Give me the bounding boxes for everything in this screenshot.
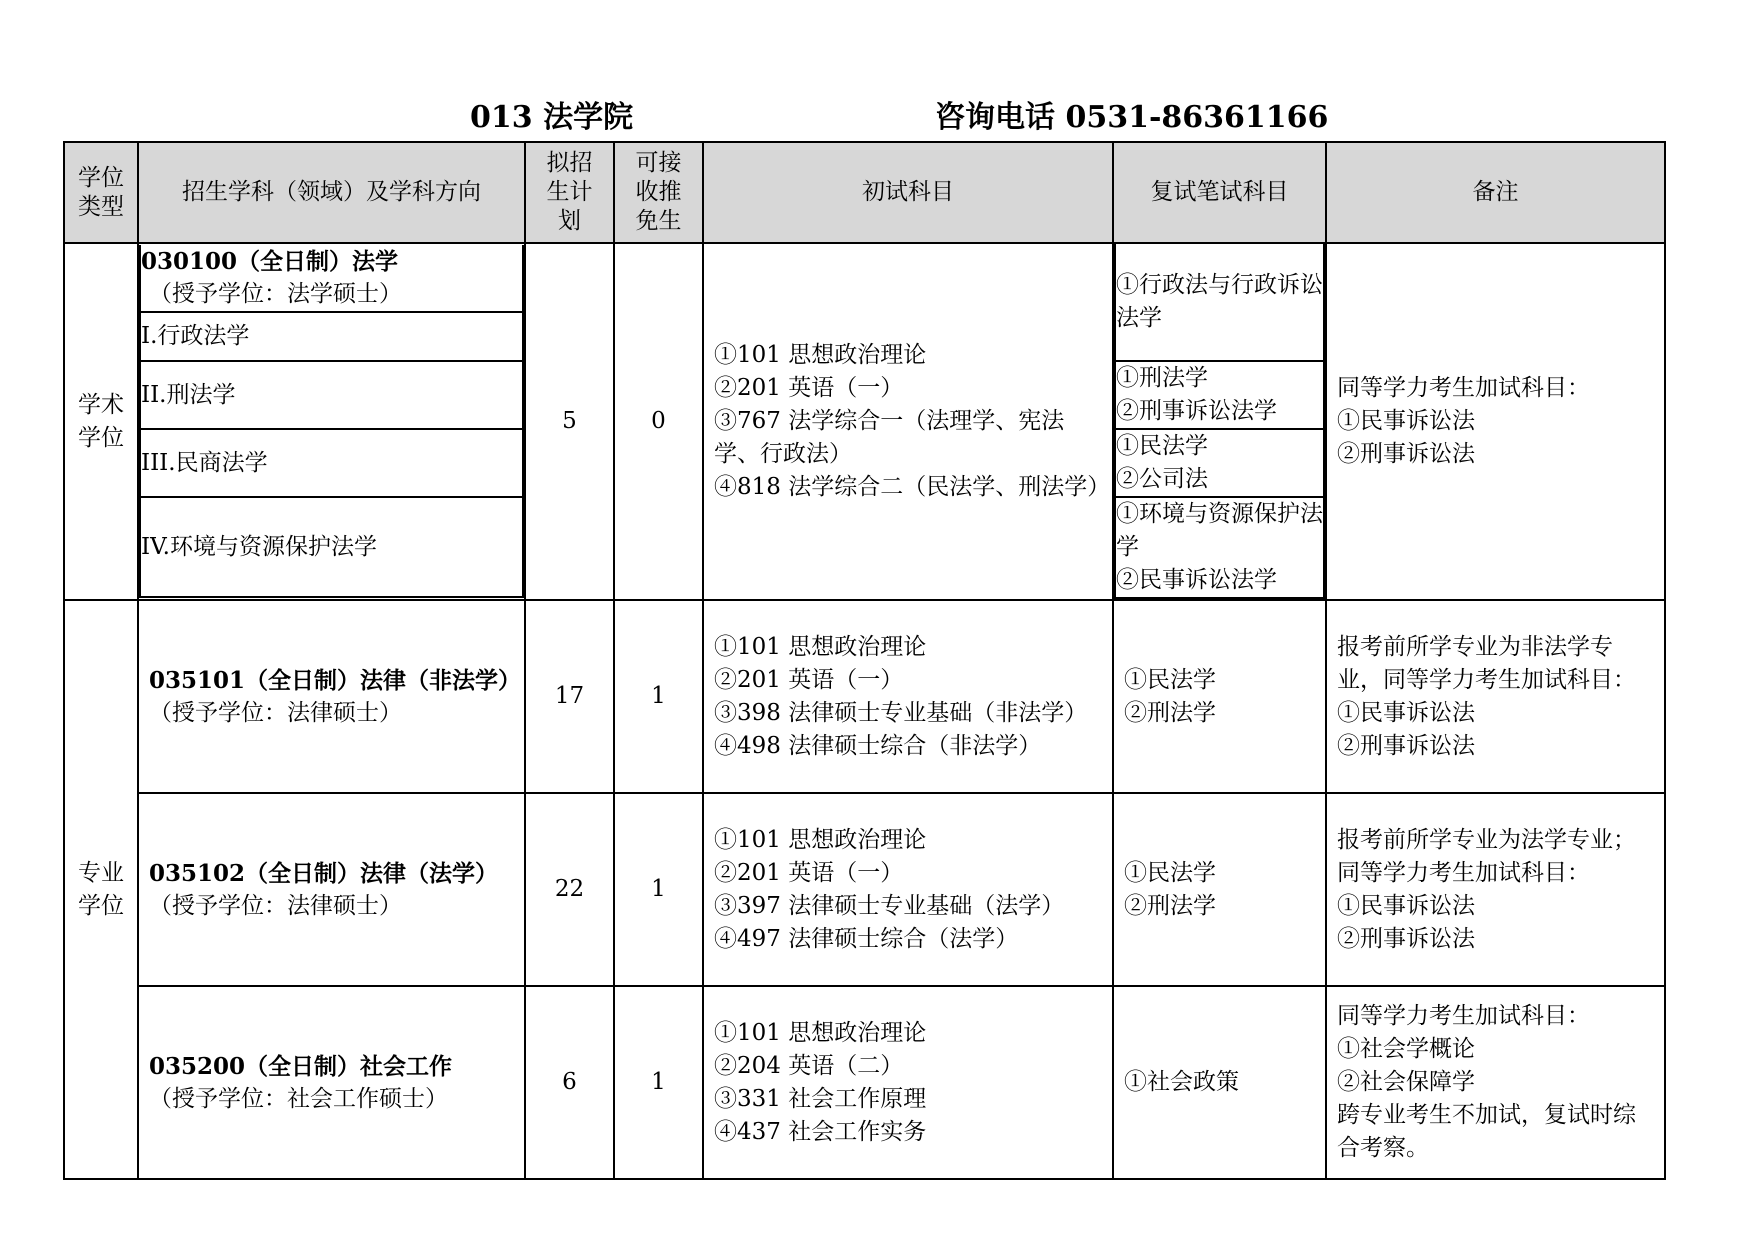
notes-cell: 报考前所学专业为非法学专业，同等学力考生加试科目： ①民事诉讼法 ②刑事诉讼法 [1326,600,1665,793]
table-row [64,793,1665,986]
plan-count: 5 [525,243,614,600]
department-title: 013 法学院 [470,100,634,135]
direction-item: II.刑法学 [140,361,523,429]
subject-name: 030100（全日制）法学 [141,248,399,275]
retest-list: ①民法学 ②刑法学 [1113,793,1326,986]
retest-cell-academic [1113,243,1326,600]
direction-item: III.民商法学 [140,429,523,497]
col-initial-exam: 初试科目 [703,142,1113,243]
table-header-row [64,142,1665,243]
direction-item: I.行政法学 [140,312,523,361]
degree-name: （授予学位：法律硕士） [149,699,402,726]
retest-item: ①民法学 ②公司法 [1115,429,1324,497]
retest-list: ①社会政策 [1113,986,1326,1179]
plan-count: 17 [525,600,614,793]
exempt-count: 0 [614,243,703,600]
col-notes: 备注 [1326,142,1665,243]
degree-name: （授予学位：社会工作硕士） [149,1085,448,1112]
subject-name: 035200（全日制）社会工作 [149,1052,453,1080]
degree-name: （授予学位：法学硕士） [149,281,402,307]
retest-item: ①环境与资源保护法学 ②民事诉讼法学 [1115,497,1324,598]
plan-count: 6 [525,986,614,1179]
admission-table [63,141,1666,1180]
table-row [64,600,1665,793]
initial-exam-list: ①101 思想政治理论 ②204 英语（二） ③331 社会工作原理 ④437 社会工作实务 [703,986,1113,1179]
subject-direction-list [139,245,524,598]
plan-count: 22 [525,793,614,986]
subject-name: 035101（全日制）法律（非法学） [149,666,522,694]
table-row [64,243,1665,600]
initial-exam-list: ①101 思想政治理论 ②201 英语（一） ③398 法律硕士专业基础（非法学） ④498 法律硕士综合（非法学） [703,600,1113,793]
initial-exam-list: ①101 思想政治理论 ②201 英语（一） ③397 法律硕士专业基础（法学） ④497 法律硕士综合（法学） [703,793,1113,986]
direction-item: IV.环境与资源保护法学 [140,497,523,597]
col-plan: 拟招 生计 划 [525,142,614,243]
consult-phone: 咨询电话 0531-86361166 [935,100,1329,135]
subject-cell-academic [138,243,525,600]
degree-name: （授予学位：法律硕士） [149,892,402,919]
degree-type-professional: 专业 学位 [64,600,138,1179]
retest-list: ①民法学 ②刑法学 [1113,600,1326,793]
subject-name: 035102（全日制）法律（法学） [149,859,499,887]
retest-item: ①行政法与行政诉讼法学 [1115,244,1324,361]
col-degree-type: 学位 类型 [64,142,138,243]
col-exempt: 可接 收推 免生 [614,142,703,243]
notes-cell: 报考前所学专业为法学专业；同等学力考生加试科目： ①民事诉讼法 ②刑事诉讼法 [1326,793,1665,986]
subject-cell [138,986,525,1179]
initial-exam-list: ①101 思想政治理论 ②201 英语（一） ③767 法学综合一（法理学、宪法学、行政法） ④818 法学综合二（民法学、刑法学） [703,243,1113,600]
subject-cell [138,793,525,986]
notes-cell: 同等学力考生加试科目： ①民事诉讼法 ②刑事诉讼法 [1326,243,1665,600]
retest-item: ①刑法学 ②刑事诉讼法学 [1115,361,1324,429]
exempt-count: 1 [614,986,703,1179]
notes-cell: 同等学力考生加试科目： ①社会学概论 ②社会保障学 跨专业考生不加试，复试时综合考察。 [1326,986,1665,1179]
exempt-count: 1 [614,600,703,793]
degree-type-academic: 学术 学位 [64,243,138,600]
subject-heading [140,245,523,312]
subject-cell [138,600,525,793]
col-subject: 招生学科（领域）及学科方向 [138,142,525,243]
exempt-count: 1 [614,793,703,986]
table-row [64,986,1665,1179]
col-retest: 复试笔试科目 [1113,142,1326,243]
retest-list [1114,244,1325,599]
